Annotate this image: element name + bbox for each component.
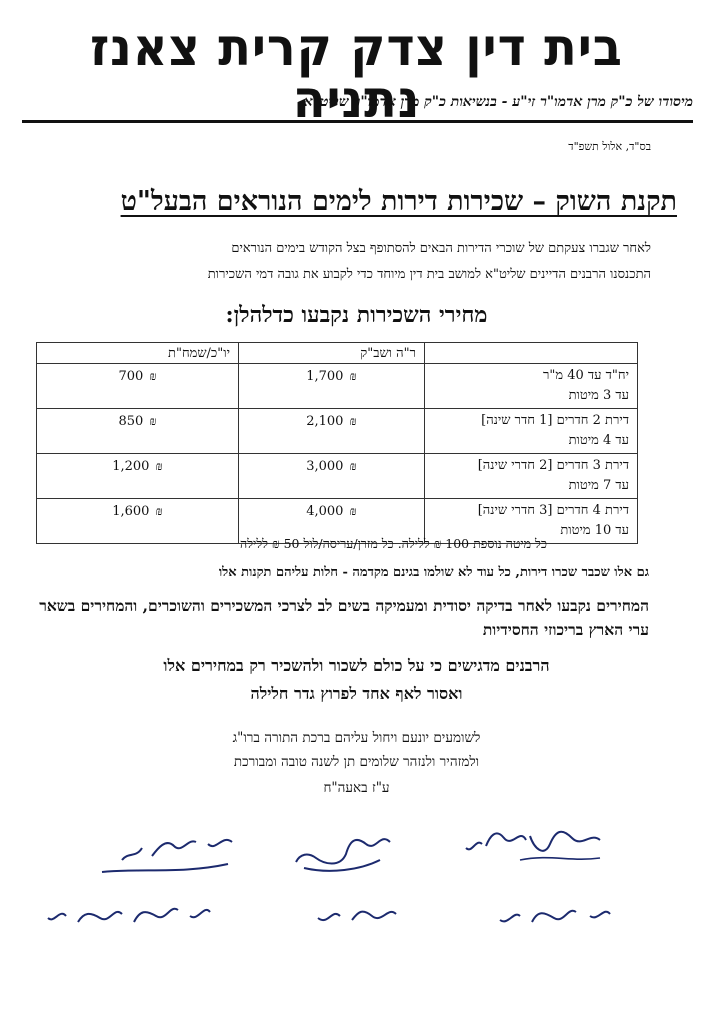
apartment-beds: עד 4 מיטות xyxy=(568,433,629,448)
signature-6 xyxy=(40,892,220,952)
court-name-title: בית דין צדק קרית צאנז נתניה xyxy=(90,18,623,130)
apartment-beds: עד 3 מיטות xyxy=(568,388,629,403)
court-subtitle: מיסודו של כ"ק מרן אדמו"ר זי"ע - בנשיאות כ"ק מרן אדמו"ר שליט"א xyxy=(303,94,693,110)
extra-note-part-1: כל מיטה נוספת 100 xyxy=(445,536,547,551)
header-yom-kippur-simchat-torah: יו"כ/שמח"ת xyxy=(37,343,239,364)
prices-basis-note: המחירים נקבעו לאחר בדיקה יסודית ומעמיקה בשים לב לצרכי המשכירים והשוכרים, והמחירים בשאר ערי הארץ בריכוזי החסידיות xyxy=(39,596,649,639)
price-yk-cell xyxy=(37,454,239,499)
signature-5 xyxy=(276,892,426,952)
header-apartment xyxy=(425,343,638,364)
blessing-line-3: ע"ז באעה"ח xyxy=(323,780,390,796)
apartment-type: יח"ד עד 40 מ"ר xyxy=(543,368,629,383)
signature-4 xyxy=(480,892,630,952)
price-rh-cell xyxy=(239,409,425,454)
shekel-icon: ₪ xyxy=(155,459,163,473)
blessing-line-2: ולמזהיר ולנזהר שלומים תן לשנה טובה ומבורכת xyxy=(233,754,480,770)
table-header-row xyxy=(37,343,638,364)
header-divider xyxy=(22,120,693,123)
price-yk-cell xyxy=(37,499,239,544)
price-yk-cell xyxy=(37,364,239,409)
table-row xyxy=(37,364,638,409)
apartment-cell xyxy=(425,454,638,499)
signature-3 xyxy=(92,828,242,888)
price-value: 700 xyxy=(118,369,144,384)
shekel-icon: ₪ xyxy=(349,504,357,518)
intro-line-2: התכנסנו הרבנים הדיינים שליט"א למושב בית דין מיוחד כדי לקבוע את גובה דמי השכירות xyxy=(207,267,651,282)
price-value: 3,000 xyxy=(306,459,344,474)
shekel-icon: ₪ xyxy=(155,504,163,518)
price-value: 1,600 xyxy=(112,504,150,519)
table-row xyxy=(37,454,638,499)
emphasis-line-2: ואסור לאף אחד לפרוץ גדר חלילה xyxy=(250,684,463,703)
apartment-cell xyxy=(425,364,638,409)
extra-note-part-2: ללילה. כל מזרן/עריסה/לול 50 xyxy=(283,536,430,551)
table-row xyxy=(37,409,638,454)
price-value: 850 xyxy=(118,414,144,429)
apartment-type: דירת 4 חדרים [3 חדרי שינה] xyxy=(477,503,629,518)
price-yk-cell xyxy=(37,409,239,454)
price-value: 1,200 xyxy=(112,459,150,474)
apartment-beds: עד 7 מיטות xyxy=(568,478,629,493)
apartment-type: דירת 3 חדרים [2 חדרי שינה] xyxy=(477,458,629,473)
apartment-beds: עד 10 מיטות xyxy=(560,523,629,538)
shekel-icon: ₪ xyxy=(349,369,357,383)
price-rh-cell xyxy=(239,364,425,409)
prepaid-tenants-note: גם אלו שכבר שכרו דירות, כל עוד לא שולמו בגינם מקדמה - חלות עליהם תקנות אלו xyxy=(218,565,649,580)
date-line: בס"ד, אלול תשפ"ד xyxy=(568,140,651,153)
price-rh-cell xyxy=(239,454,425,499)
decree-title: תקנת השוק – שכירות דירות לימים הנוראים הבעל"ט xyxy=(120,186,677,217)
shekel-icon: ₪ xyxy=(433,536,442,551)
price-value: 2,100 xyxy=(306,414,344,429)
shekel-icon: ₪ xyxy=(349,459,357,473)
shekel-icon: ₪ xyxy=(149,414,157,428)
price-value: 1,700 xyxy=(306,369,344,384)
blessing-line-1: לשומעים יונעם ויחול עליהם ברכת התורה ברו"ג xyxy=(232,730,481,746)
prices-heading: מחירי השכירות נקבעו כדלהלן: xyxy=(225,302,488,328)
shekel-icon: ₪ xyxy=(349,414,357,428)
extra-beds-note xyxy=(240,536,547,552)
emphasis-line-1: הרבנים מדגישים כי על כולם לשכור ולהשכיר רק במחירים אלו xyxy=(163,656,550,675)
apartment-type: דירת 2 חדרים [1 חדר שינה] xyxy=(481,413,629,428)
apartment-cell xyxy=(425,409,638,454)
price-table xyxy=(36,342,638,544)
intro-line-1: לאחר שגברו צעקתם של שוכרי הדירות הבאים להסתופף בצל הקודש בימים הנוראים xyxy=(231,241,651,256)
signature-1 xyxy=(460,818,610,878)
shekel-icon: ₪ xyxy=(149,369,157,383)
header-rosh-hashana-shabbat: ר"ה ושב"ק xyxy=(239,343,425,364)
extra-note-part-3: ללילה xyxy=(240,536,269,551)
price-value: 4,000 xyxy=(306,504,344,519)
shekel-icon: ₪ xyxy=(272,536,280,551)
signature-2 xyxy=(280,824,430,884)
